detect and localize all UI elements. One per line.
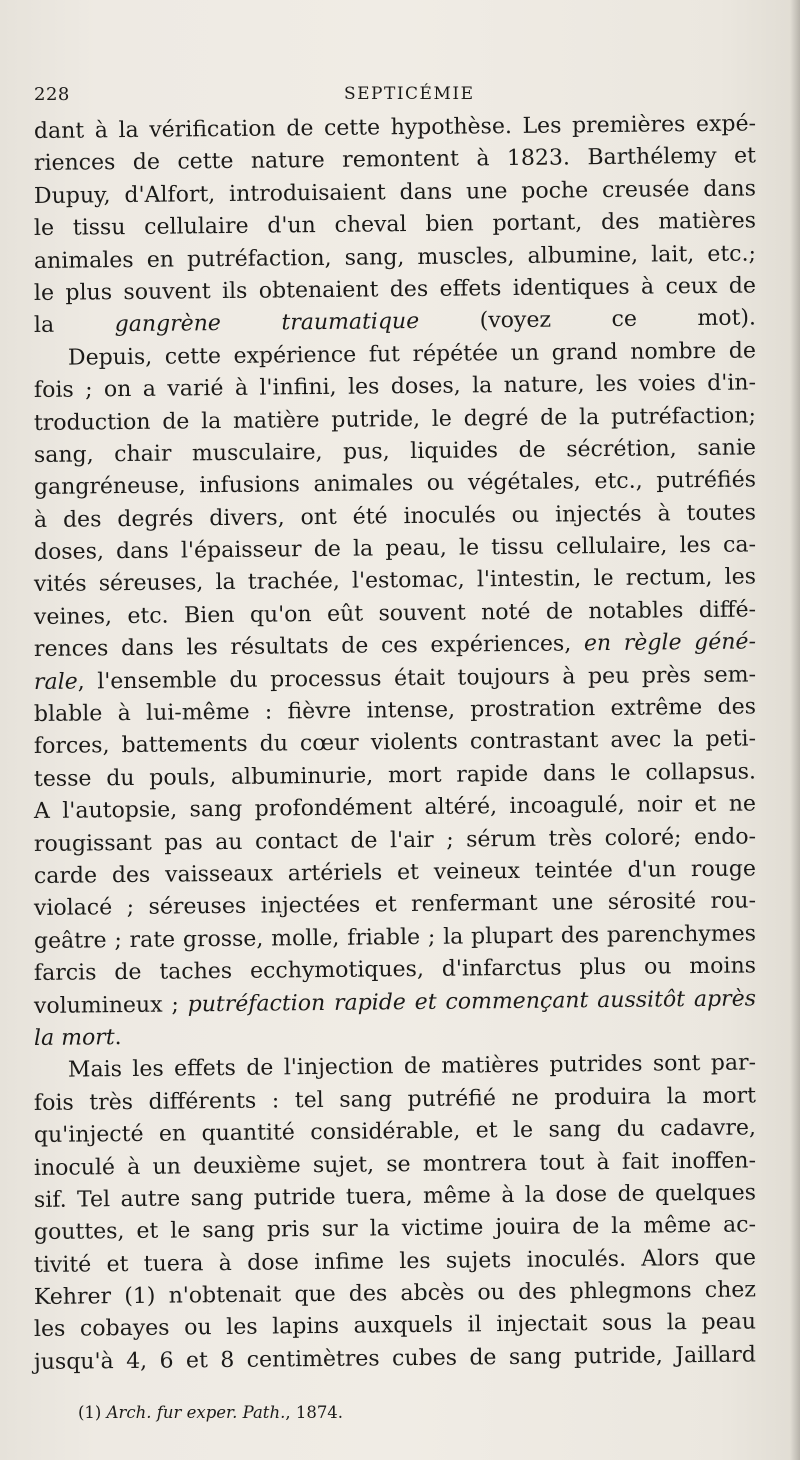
italic-text: la mort xyxy=(33,1025,115,1051)
line-text: rences dans les résultats de ces expériences, xyxy=(33,631,585,663)
line-text: Kehrer (1) n'obtenait que des abcès ou des phlegmons chez xyxy=(33,1277,757,1311)
line-text: A l'autopsie, sang profondément altéré, incoagulé, noir et ne xyxy=(33,791,757,825)
line-text: carde des vaisseaux artériels et veineux teintée d'un rouge xyxy=(33,856,757,889)
line-text: geâtre ; rate grosse, molle, friable ; la plupart des parenchymes xyxy=(33,921,757,954)
line-text: qu'injecté en quantité considérable, et le sang du cadavre, xyxy=(33,1115,757,1149)
line-text: Dupuy, d'Alfort, introduisaient dans une poche creusée dans xyxy=(33,176,757,209)
running-title: SEPTICÉMIE xyxy=(344,84,475,104)
line-text: riences de cette nature remontent à 1823. Barthélemy et xyxy=(33,143,757,177)
line-text: tivité et tuera à dose infime les sujets inoculés. Alors que xyxy=(33,1245,757,1278)
line-text: la xyxy=(33,312,115,339)
line-text: doses, dans l'épaisseur de la peau, le tissu cellulaire, les ca- xyxy=(33,532,757,566)
line-text: vités séreuses, la trachée, l'estomac, l'intestin, le rectum, les xyxy=(33,564,757,598)
line-text: gangréneuse, infusions animales ou végétales, etc., putréfiés xyxy=(33,467,757,501)
line-text: inoculé à un deuxième sujet, se montrera tout à fait inoffen- xyxy=(33,1147,757,1181)
italic-text: gangrène traumatique xyxy=(114,309,420,338)
line-text: tesse du pouls, albuminurie, mort rapide dans le collapsus. xyxy=(33,759,757,792)
line-text: animales en putréfaction, sang, muscles, albumine, lait, etc.; xyxy=(33,241,757,274)
line-text: troduction de la matière putride, le degré de la putréfaction; xyxy=(33,402,757,436)
line-text: le plus souvent ils obtenaient des effets identiques à ceux de xyxy=(33,273,757,306)
page-edge-shadow xyxy=(790,0,800,1460)
line-text: blable à lui-même : fièvre intense, prostration extrême des xyxy=(33,694,757,728)
line-text: le tissu cellulaire d'un cheval bien portant, des matières xyxy=(33,208,757,242)
line-text: Depuis, cette expérience fut répétée un grand nombre de xyxy=(67,338,757,371)
line-text: jusqu'à 4, 6 et 8 centimètres cubes de sang putride, Jaillard xyxy=(33,1342,757,1375)
line-text: sang, chair musculaire, pus, liquides de sécrétion, sanie xyxy=(33,435,757,468)
footnote-marker: (1) xyxy=(78,1403,102,1422)
line-text: fois très différents : tel sang putréfié ne produira la mort xyxy=(33,1083,757,1116)
line-text: . xyxy=(114,1025,122,1051)
line-text: rougissant pas au contact de l'air ; sérum très coloré; endo- xyxy=(33,824,757,857)
italic-text: en règle géné- xyxy=(583,629,757,657)
line-text: forces, battements du cœur violents contrastant avec la peti- xyxy=(33,726,757,760)
line-text: les cobayes ou les lapins auxquels il injectait sous la peau xyxy=(33,1309,757,1343)
line-text: à des degrés divers, ont été inoculés ou injectés à toutes xyxy=(33,500,757,533)
line-text: fois ; on a varié à l'infini, les doses, la nature, les voies d'in- xyxy=(33,370,757,404)
line-text: violacé ; séreuses injectées et renfermant une sérosité rou- xyxy=(33,888,757,922)
line-text: , l'ensemble du processus était toujours à peu près sem- xyxy=(77,662,757,695)
text-line xyxy=(34,1339,756,1379)
line-text: sif. Tel autre sang putride tuera, même à la dose de quelques xyxy=(33,1180,757,1213)
line-text: gouttes, et le sang pris sur la victime jouira de la même ac- xyxy=(33,1212,757,1246)
footnote-year: , 1874. xyxy=(285,1403,344,1422)
page-number: 228 xyxy=(34,84,70,105)
line-text: (voyez ce mot). xyxy=(419,305,757,335)
line-text: dant à la vérification de cette hypothèse. Les premières expé- xyxy=(33,111,757,144)
footnote xyxy=(78,1403,343,1422)
footnote-citation: Arch. fur exper. Path. xyxy=(106,1403,286,1422)
body-text xyxy=(33,111,757,1379)
italic-text: putréfaction rapide et commençant aussitôt après xyxy=(187,985,757,1017)
line-text: volumineux ; xyxy=(33,991,188,1019)
line-text: Mais les effets de l'injection de matières putrides sont par- xyxy=(67,1050,757,1083)
line-text: farcis de taches ecchymotiques, d'infarctus plus ou moins xyxy=(33,953,757,987)
italic-text: rale xyxy=(33,669,78,695)
line-text: veines, etc. Bien qu'on eût souvent noté de notables diffé- xyxy=(33,597,757,630)
